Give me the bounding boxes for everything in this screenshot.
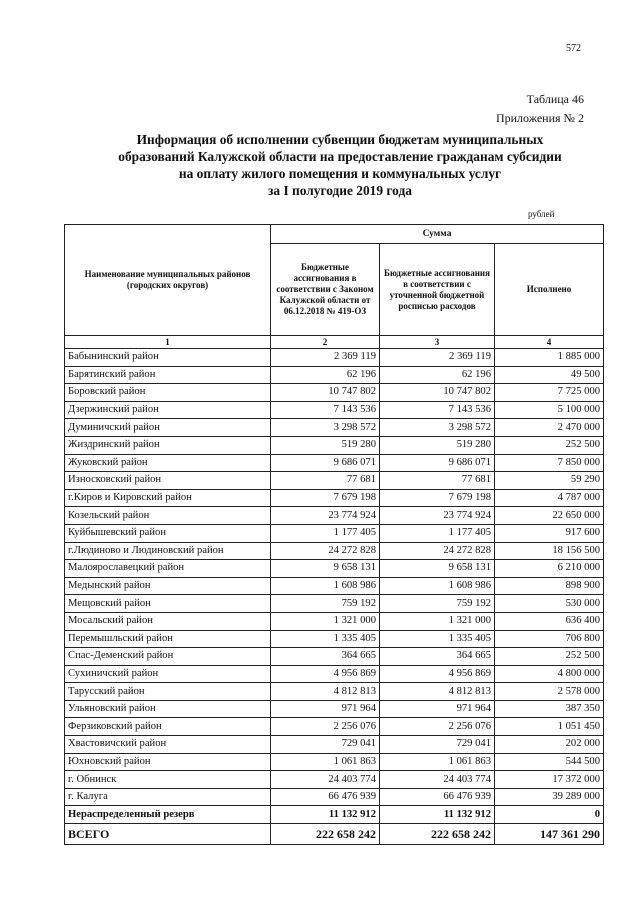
row-executed: 636 400: [495, 612, 604, 630]
row-name: Хвастовичский район: [65, 736, 271, 754]
row-executed: 4 800 000: [495, 665, 604, 683]
table-row: [65, 419, 604, 437]
row-name: Мещовский район: [65, 595, 271, 613]
reserve-row: [65, 806, 604, 824]
row-law-allocation: 1 335 405: [271, 630, 380, 648]
units-label: рублей: [528, 209, 555, 219]
column-number: 4: [495, 336, 604, 349]
row-executed: 1 885 000: [495, 349, 604, 367]
row-name: Боровский район: [65, 384, 271, 402]
row-name: г. Обнинск: [65, 771, 271, 789]
row-name: Барятинский район: [65, 366, 271, 384]
row-law-allocation: 1 321 000: [271, 612, 380, 630]
row-law-allocation: 2 256 076: [271, 718, 380, 736]
document-title: [60, 131, 620, 199]
row-revised-allocation: 4 956 869: [380, 665, 495, 683]
title-line-2: образований Калужской области на предоставление гражданам субсидии: [118, 149, 562, 164]
row-law-allocation: 24 272 828: [271, 542, 380, 560]
row-executed: 1 051 450: [495, 718, 604, 736]
column-number: 2: [271, 336, 380, 349]
row-revised-allocation: 62 196: [380, 366, 495, 384]
row-revised-allocation: 1 335 405: [380, 630, 495, 648]
row-executed: 22 650 000: [495, 507, 604, 525]
row-name: Козельский район: [65, 507, 271, 525]
table-row: [65, 630, 604, 648]
page-number: 572: [566, 43, 581, 54]
table-row: [65, 472, 604, 490]
row-law-allocation: 24 403 774: [271, 771, 380, 789]
row-executed: 147 361 290: [495, 824, 604, 845]
table-row: [65, 788, 604, 806]
table-row: [65, 665, 604, 683]
row-name: Юхновский район: [65, 753, 271, 771]
row-executed: 17 372 000: [495, 771, 604, 789]
row-name: Дзержинский район: [65, 401, 271, 419]
row-executed: 252 500: [495, 648, 604, 666]
row-revised-allocation: 1 061 863: [380, 753, 495, 771]
row-law-allocation: 364 665: [271, 648, 380, 666]
row-revised-allocation: 24 403 774: [380, 771, 495, 789]
table-row: [65, 560, 604, 578]
row-revised-allocation: 1 177 405: [380, 524, 495, 542]
table-row: [65, 384, 604, 402]
title-line-4: за I полугодие 2019 года: [268, 183, 412, 198]
row-law-allocation: 66 476 939: [271, 788, 380, 806]
table-row: [65, 612, 604, 630]
row-law-allocation: 7 679 198: [271, 489, 380, 507]
row-revised-allocation: 222 658 242: [380, 824, 495, 845]
row-law-allocation: 4 956 869: [271, 665, 380, 683]
row-revised-allocation: 2 256 076: [380, 718, 495, 736]
row-executed: 2 470 000: [495, 419, 604, 437]
row-law-allocation: 222 658 242: [271, 824, 380, 845]
table-row: [65, 489, 604, 507]
table-row: [65, 542, 604, 560]
row-law-allocation: 729 041: [271, 736, 380, 754]
row-revised-allocation: 519 280: [380, 436, 495, 454]
row-revised-allocation: 11 132 912: [380, 806, 495, 824]
table-row: [65, 736, 604, 754]
row-name: Спас-Деменский район: [65, 648, 271, 666]
row-name: Перемышльский район: [65, 630, 271, 648]
row-law-allocation: 10 747 802: [271, 384, 380, 402]
column-number-row: [65, 336, 604, 349]
row-name: Куйбышевский район: [65, 524, 271, 542]
appendix-label: Приложения № 2: [495, 111, 584, 125]
row-name: Ульяновский район: [65, 700, 271, 718]
title-line-1: Информация об исполнении субвенции бюджетам муниципальных: [136, 132, 544, 147]
row-law-allocation: 1 608 986: [271, 577, 380, 595]
row-name: Бабынинский район: [65, 349, 271, 367]
row-revised-allocation: 4 812 813: [380, 683, 495, 701]
row-revised-allocation: 23 774 924: [380, 507, 495, 525]
subvention-table: [64, 224, 604, 845]
row-law-allocation: 9 686 071: [271, 454, 380, 472]
row-name: Малоярославецкий район: [65, 560, 271, 578]
row-law-allocation: 62 196: [271, 366, 380, 384]
table-row: [65, 524, 604, 542]
row-executed: 544 500: [495, 753, 604, 771]
row-revised-allocation: 364 665: [380, 648, 495, 666]
header-col-revised-allocations: Бюджетные ассигнования в соответствии с уточненной бюджетной росписью расходов: [380, 244, 495, 336]
row-law-allocation: 1 177 405: [271, 524, 380, 542]
row-law-allocation: 77 681: [271, 472, 380, 490]
row-name: Думиничский район: [65, 419, 271, 437]
row-revised-allocation: 66 476 939: [380, 788, 495, 806]
row-law-allocation: 3 298 572: [271, 419, 380, 437]
row-name: Мосальский район: [65, 612, 271, 630]
table-row: [65, 753, 604, 771]
row-executed: 898 900: [495, 577, 604, 595]
row-executed: 5 100 000: [495, 401, 604, 419]
row-name: ВСЕГО: [65, 824, 271, 845]
row-revised-allocation: 729 041: [380, 736, 495, 754]
table-row: [65, 436, 604, 454]
row-revised-allocation: 77 681: [380, 472, 495, 490]
table-row: [65, 454, 604, 472]
row-executed: 7 850 000: [495, 454, 604, 472]
table-row: [65, 683, 604, 701]
row-name: Сухиничский район: [65, 665, 271, 683]
table-row: [65, 577, 604, 595]
row-name: Тарусский район: [65, 683, 271, 701]
row-executed: 530 000: [495, 595, 604, 613]
title-line-3: на оплату жилого помещения и коммунальных услуг: [178, 166, 502, 181]
row-executed: 18 156 500: [495, 542, 604, 560]
table-row: [65, 718, 604, 736]
row-executed: 252 500: [495, 436, 604, 454]
row-name: Медынский район: [65, 577, 271, 595]
table-row: [65, 595, 604, 613]
table-row: [65, 771, 604, 789]
row-law-allocation: 7 143 536: [271, 401, 380, 419]
row-executed: 387 350: [495, 700, 604, 718]
row-revised-allocation: 1 321 000: [380, 612, 495, 630]
row-revised-allocation: 10 747 802: [380, 384, 495, 402]
column-number: 3: [380, 336, 495, 349]
row-revised-allocation: 9 658 131: [380, 560, 495, 578]
row-name: г.Людиново и Людиновский район: [65, 542, 271, 560]
row-executed: 4 787 000: [495, 489, 604, 507]
row-revised-allocation: 24 272 828: [380, 542, 495, 560]
row-law-allocation: 11 132 912: [271, 806, 380, 824]
table-row: [65, 700, 604, 718]
table-label: Таблица 46: [526, 92, 584, 106]
table-row: [65, 401, 604, 419]
row-executed: 0: [495, 806, 604, 824]
row-law-allocation: 4 812 813: [271, 683, 380, 701]
header-name-column: Наименование муниципальных районов (городских округов): [65, 225, 271, 336]
table-row: [65, 507, 604, 525]
total-row: [65, 824, 604, 845]
table-row: [65, 349, 604, 367]
row-revised-allocation: 1 608 986: [380, 577, 495, 595]
row-executed: 6 210 000: [495, 560, 604, 578]
row-executed: 706 800: [495, 630, 604, 648]
row-executed: 39 289 000: [495, 788, 604, 806]
row-law-allocation: 971 964: [271, 700, 380, 718]
row-name: Жиздринский район: [65, 436, 271, 454]
row-law-allocation: 759 192: [271, 595, 380, 613]
row-revised-allocation: 971 964: [380, 700, 495, 718]
row-name: Нераспределенный резерв: [65, 806, 271, 824]
row-name: г.Киров и Кировский район: [65, 489, 271, 507]
row-law-allocation: 1 061 863: [271, 753, 380, 771]
header-sum-group: Сумма: [271, 225, 604, 244]
header-col-executed: Исполнено: [495, 244, 604, 336]
row-executed: 7 725 000: [495, 384, 604, 402]
table-row: [65, 648, 604, 666]
row-executed: 917 600: [495, 524, 604, 542]
row-executed: 202 000: [495, 736, 604, 754]
row-revised-allocation: 3 298 572: [380, 419, 495, 437]
row-revised-allocation: 7 679 198: [380, 489, 495, 507]
row-law-allocation: 9 658 131: [271, 560, 380, 578]
row-revised-allocation: 759 192: [380, 595, 495, 613]
row-executed: 49 500: [495, 366, 604, 384]
row-law-allocation: 23 774 924: [271, 507, 380, 525]
row-executed: 59 290: [495, 472, 604, 490]
table-row: [65, 366, 604, 384]
row-law-allocation: 519 280: [271, 436, 380, 454]
header-col-law-allocations: Бюджетные ассигнования в соответствии с Законом Калужской области от 06.12.2018 № 419-ОЗ: [271, 244, 380, 336]
column-number: 1: [65, 336, 271, 349]
row-law-allocation: 2 369 119: [271, 349, 380, 367]
row-revised-allocation: 2 369 119: [380, 349, 495, 367]
row-revised-allocation: 9 686 071: [380, 454, 495, 472]
row-name: Жуковский район: [65, 454, 271, 472]
row-executed: 2 578 000: [495, 683, 604, 701]
row-name: Износковский район: [65, 472, 271, 490]
row-name: Ферзиковский район: [65, 718, 271, 736]
row-revised-allocation: 7 143 536: [380, 401, 495, 419]
row-name: г. Калуга: [65, 788, 271, 806]
